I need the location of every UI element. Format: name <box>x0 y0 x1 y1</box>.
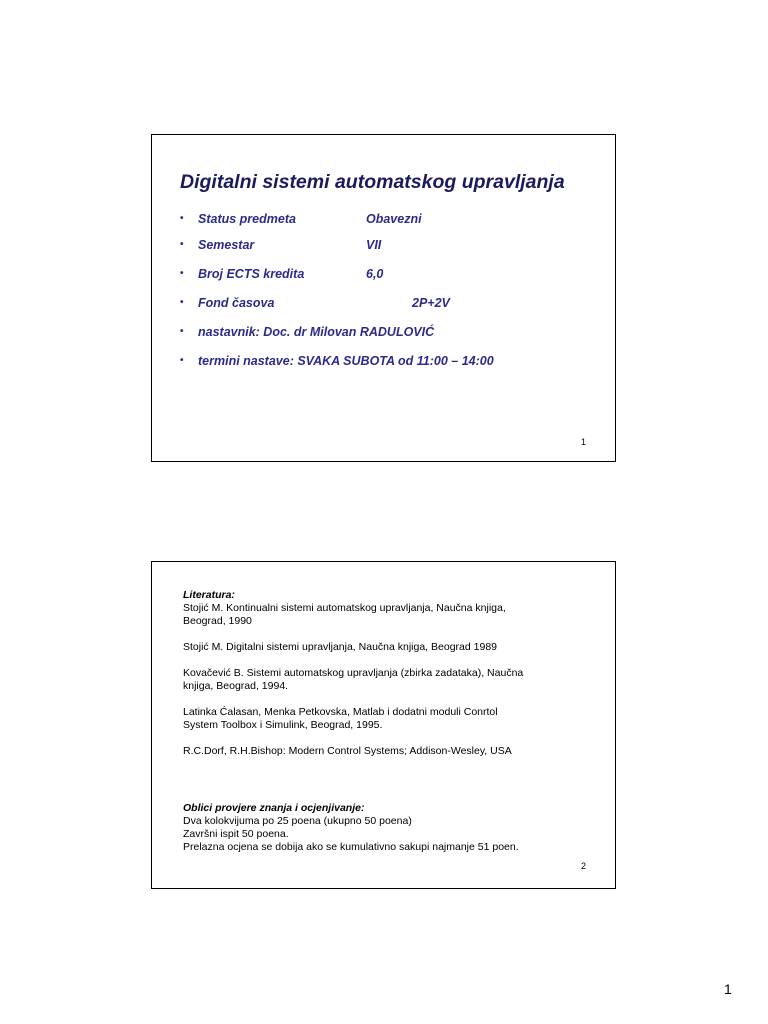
info-label: Fond časova <box>198 296 275 310</box>
literature-line: Latinka Ćalasan, Menka Petkovska, Matlab i dodatni moduli Conrtol <box>183 706 498 718</box>
info-value: 2P+2V <box>412 296 450 310</box>
slide-number: 1 <box>580 437 586 447</box>
bullet-icon: • <box>180 297 184 308</box>
literature-item <box>183 745 593 758</box>
bullet-icon: • <box>180 355 184 366</box>
slide-1 <box>151 134 616 462</box>
literature-line: Beograd, 1990 <box>183 615 252 627</box>
literature-item <box>183 667 593 693</box>
literature-item <box>183 602 593 628</box>
bullet-icon: • <box>180 213 184 224</box>
assessment-line: Dva kolokvijuma po 25 poena (ukupno 50 poena) <box>183 815 412 827</box>
instructor-text: nastavnik: Doc. dr Milovan RADULOVIĆ <box>198 325 435 339</box>
info-value: 6,0 <box>366 267 384 281</box>
slide-number: 2 <box>580 861 586 871</box>
literature-line: Kovačević B. Sistemi automatskog upravljanja (zbirka zadataka), Naučna <box>183 667 524 679</box>
literature-section <box>183 589 593 758</box>
info-value: VII <box>366 238 382 252</box>
info-label: Status predmeta <box>198 212 296 226</box>
literature-line: Stojić M. Kontinualni sistemi automatskog upravljanja, Naučna knjiga, <box>183 602 506 614</box>
literature-heading: Literatura: <box>183 589 235 601</box>
slide-2 <box>151 561 616 889</box>
bullet-icon: • <box>180 268 184 279</box>
bullet-icon: • <box>180 239 184 250</box>
assessment-heading: Oblici provjere znanja i ocjenjivanje: <box>183 802 365 814</box>
literature-line: System Toolbox i Simulink, Beograd, 1995. <box>183 719 383 731</box>
literature-line: Stojić M. Digitalni sistemi upravljanja, Naučna knjiga, Beograd 1989 <box>183 641 497 653</box>
assessment-section <box>183 802 593 854</box>
literature-item <box>183 706 593 732</box>
literature-line: R.C.Dorf, R.H.Bishop: Modern Control Systems; Addison-Wesley, USA <box>183 745 512 757</box>
bullet-icon: • <box>180 326 184 337</box>
literature-line: knjiga, Beograd, 1994. <box>183 680 289 692</box>
info-label: Semestar <box>198 238 255 252</box>
info-label: Broj ECTS kredita <box>198 267 305 281</box>
slide-title: Digitalni sistemi automatskog upravljanja <box>180 171 565 193</box>
info-value: Obavezni <box>366 212 422 226</box>
literature-item <box>183 641 593 654</box>
assessment-line: Završni ispit 50 poena. <box>183 828 289 840</box>
schedule-text: termini nastave: SVAKA SUBOTA od 11:00 – 14:00 <box>198 354 494 368</box>
assessment-line: Prelazna ocjena se dobija ako se kumulativno sakupi najmanje 51 poen. <box>183 841 519 853</box>
page-number: 1 <box>724 981 732 997</box>
